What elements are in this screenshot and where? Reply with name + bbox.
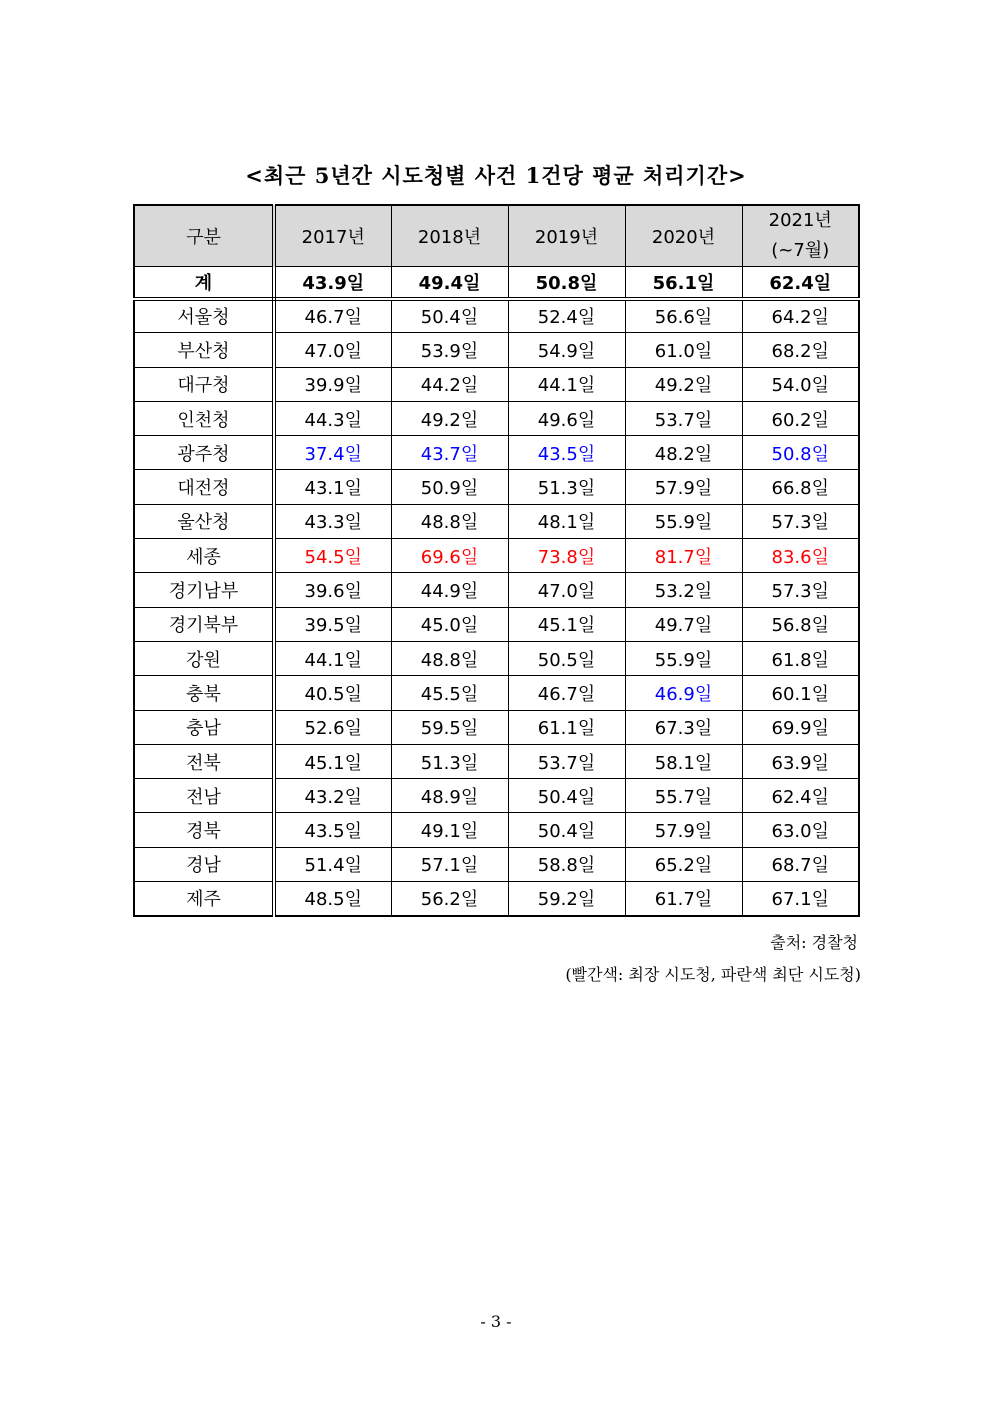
table-row bbox=[134, 436, 859, 470]
region-label: 광주청 bbox=[134, 436, 274, 470]
table-row bbox=[134, 607, 859, 641]
period-value: 40.5일 bbox=[274, 676, 391, 710]
period-value: 61.8일 bbox=[742, 641, 859, 675]
total-row bbox=[134, 267, 859, 299]
period-value: 39.9일 bbox=[274, 367, 391, 401]
period-value: 54.9일 bbox=[508, 333, 625, 367]
table-row bbox=[134, 744, 859, 778]
period-value: 50.9일 bbox=[391, 470, 508, 504]
period-value: 39.5일 bbox=[274, 607, 391, 641]
period-value: 49.2일 bbox=[391, 401, 508, 435]
period-value: 67.3일 bbox=[625, 710, 742, 744]
header-row bbox=[134, 205, 859, 267]
table-row bbox=[134, 470, 859, 504]
period-value: 45.1일 bbox=[508, 607, 625, 641]
period-value: 59.5일 bbox=[391, 710, 508, 744]
period-value: 53.9일 bbox=[391, 333, 508, 367]
period-value: 57.3일 bbox=[742, 573, 859, 607]
table-title: <최근 5년간 시도청별 사건 1건당 평균 처리기간> bbox=[245, 163, 747, 188]
table-row bbox=[134, 882, 859, 916]
period-value: 43.5일 bbox=[508, 436, 625, 470]
region-label: 대구청 bbox=[134, 367, 274, 401]
period-value: 83.6일 bbox=[742, 539, 859, 573]
period-value: 55.9일 bbox=[625, 504, 742, 538]
region-label: 경남 bbox=[134, 847, 274, 881]
period-value: 43.2일 bbox=[274, 779, 391, 813]
period-value: 54.5일 bbox=[274, 539, 391, 573]
table-row bbox=[134, 504, 859, 538]
table-row bbox=[134, 813, 859, 847]
region-label: 부산청 bbox=[134, 333, 274, 367]
period-value: 62.4일 bbox=[742, 779, 859, 813]
period-value: 56.2일 bbox=[391, 882, 508, 916]
period-value: 54.0일 bbox=[742, 367, 859, 401]
header-category: 구분 bbox=[134, 205, 274, 267]
region-label: 충남 bbox=[134, 710, 274, 744]
table-row bbox=[134, 847, 859, 881]
period-value: 60.1일 bbox=[742, 676, 859, 710]
period-value: 65.2일 bbox=[625, 847, 742, 881]
period-value: 52.4일 bbox=[508, 299, 625, 333]
period-value: 44.3일 bbox=[274, 401, 391, 435]
period-value: 68.7일 bbox=[742, 847, 859, 881]
period-value: 51.4일 bbox=[274, 847, 391, 881]
table-row bbox=[134, 573, 859, 607]
period-value: 63.9일 bbox=[742, 744, 859, 778]
period-value: 67.1일 bbox=[742, 882, 859, 916]
region-label: 대전정 bbox=[134, 470, 274, 504]
period-value: 52.6일 bbox=[274, 710, 391, 744]
period-value: 50.8일 bbox=[742, 436, 859, 470]
period-value: 49.2일 bbox=[625, 367, 742, 401]
region-label: 인천청 bbox=[134, 401, 274, 435]
color-legend-note: (빨간색: 최장 시도청, 파란색 최단 시도청) bbox=[565, 965, 861, 984]
region-label: 경북 bbox=[134, 813, 274, 847]
table-row bbox=[134, 710, 859, 744]
period-value: 48.8일 bbox=[391, 641, 508, 675]
source-note: 출처: 경찰청 bbox=[770, 933, 858, 952]
header-year-2019: 2019년 bbox=[508, 205, 625, 267]
period-value: 48.1일 bbox=[508, 504, 625, 538]
period-value: 57.9일 bbox=[625, 813, 742, 847]
period-value: 50.4일 bbox=[508, 779, 625, 813]
period-value: 44.1일 bbox=[274, 641, 391, 675]
region-label: 전북 bbox=[134, 744, 274, 778]
period-value: 47.0일 bbox=[274, 333, 391, 367]
period-value: 39.6일 bbox=[274, 573, 391, 607]
region-label: 경기남부 bbox=[134, 573, 274, 607]
period-value: 66.8일 bbox=[742, 470, 859, 504]
period-value: 51.3일 bbox=[508, 470, 625, 504]
total-value: 62.4일 bbox=[742, 267, 859, 299]
period-value: 44.2일 bbox=[391, 367, 508, 401]
period-value: 46.9일 bbox=[625, 676, 742, 710]
total-value: 49.4일 bbox=[391, 267, 508, 299]
period-value: 60.2일 bbox=[742, 401, 859, 435]
period-value: 43.7일 bbox=[391, 436, 508, 470]
header-year-2018: 2018년 bbox=[391, 205, 508, 267]
period-value: 44.9일 bbox=[391, 573, 508, 607]
total-value: 50.8일 bbox=[508, 267, 625, 299]
header-year-2021-sub: (~7월) bbox=[771, 240, 830, 261]
period-value: 50.5일 bbox=[508, 641, 625, 675]
period-value: 50.4일 bbox=[391, 299, 508, 333]
region-label: 충북 bbox=[134, 676, 274, 710]
period-value: 58.1일 bbox=[625, 744, 742, 778]
period-value: 81.7일 bbox=[625, 539, 742, 573]
period-value: 55.9일 bbox=[625, 641, 742, 675]
period-value: 59.2일 bbox=[508, 882, 625, 916]
period-value: 44.1일 bbox=[508, 367, 625, 401]
period-value: 69.9일 bbox=[742, 710, 859, 744]
period-value: 49.7일 bbox=[625, 607, 742, 641]
period-value: 61.1일 bbox=[508, 710, 625, 744]
period-value: 48.8일 bbox=[391, 504, 508, 538]
region-label: 전남 bbox=[134, 779, 274, 813]
period-value: 48.5일 bbox=[274, 882, 391, 916]
period-value: 37.4일 bbox=[274, 436, 391, 470]
period-value: 43.1일 bbox=[274, 470, 391, 504]
region-label: 제주 bbox=[134, 882, 274, 916]
period-value: 49.1일 bbox=[391, 813, 508, 847]
period-value: 43.5일 bbox=[274, 813, 391, 847]
region-label: 세종 bbox=[134, 539, 274, 573]
period-value: 50.4일 bbox=[508, 813, 625, 847]
period-value: 49.6일 bbox=[508, 401, 625, 435]
period-value: 53.2일 bbox=[625, 573, 742, 607]
period-value: 57.3일 bbox=[742, 504, 859, 538]
period-value: 55.7일 bbox=[625, 779, 742, 813]
header-year-2021 bbox=[742, 205, 859, 267]
period-value: 57.9일 bbox=[625, 470, 742, 504]
region-label: 경기북부 bbox=[134, 607, 274, 641]
page-number: - 3 - bbox=[480, 1312, 512, 1331]
period-value: 61.0일 bbox=[625, 333, 742, 367]
period-value: 58.8일 bbox=[508, 847, 625, 881]
period-value: 46.7일 bbox=[508, 676, 625, 710]
period-value: 53.7일 bbox=[625, 401, 742, 435]
period-value: 48.2일 bbox=[625, 436, 742, 470]
table-row bbox=[134, 333, 859, 367]
table-row bbox=[134, 299, 859, 333]
table-row bbox=[134, 676, 859, 710]
processing-period-table bbox=[133, 204, 860, 917]
total-value: 56.1일 bbox=[625, 267, 742, 299]
period-value: 56.8일 bbox=[742, 607, 859, 641]
table-row bbox=[134, 539, 859, 573]
header-year-2020: 2020년 bbox=[625, 205, 742, 267]
period-value: 63.0일 bbox=[742, 813, 859, 847]
period-value: 57.1일 bbox=[391, 847, 508, 881]
period-value: 43.3일 bbox=[274, 504, 391, 538]
period-value: 46.7일 bbox=[274, 299, 391, 333]
header-year-2017: 2017년 bbox=[274, 205, 391, 267]
period-value: 48.9일 bbox=[391, 779, 508, 813]
period-value: 45.0일 bbox=[391, 607, 508, 641]
period-value: 73.8일 bbox=[508, 539, 625, 573]
period-value: 45.5일 bbox=[391, 676, 508, 710]
period-value: 61.7일 bbox=[625, 882, 742, 916]
period-value: 53.7일 bbox=[508, 744, 625, 778]
region-label: 강원 bbox=[134, 641, 274, 675]
period-value: 56.6일 bbox=[625, 299, 742, 333]
period-value: 68.2일 bbox=[742, 333, 859, 367]
period-value: 47.0일 bbox=[508, 573, 625, 607]
table-row bbox=[134, 641, 859, 675]
period-value: 51.3일 bbox=[391, 744, 508, 778]
region-label: 서울청 bbox=[134, 299, 274, 333]
header-year-2021-label: 2021년 bbox=[768, 210, 832, 231]
total-value: 43.9일 bbox=[274, 267, 391, 299]
table-row bbox=[134, 779, 859, 813]
table-row bbox=[134, 367, 859, 401]
region-label: 울산청 bbox=[134, 504, 274, 538]
total-label: 계 bbox=[134, 267, 274, 299]
table-row bbox=[134, 401, 859, 435]
period-value: 45.1일 bbox=[274, 744, 391, 778]
period-value: 64.2일 bbox=[742, 299, 859, 333]
period-value: 69.6일 bbox=[391, 539, 508, 573]
